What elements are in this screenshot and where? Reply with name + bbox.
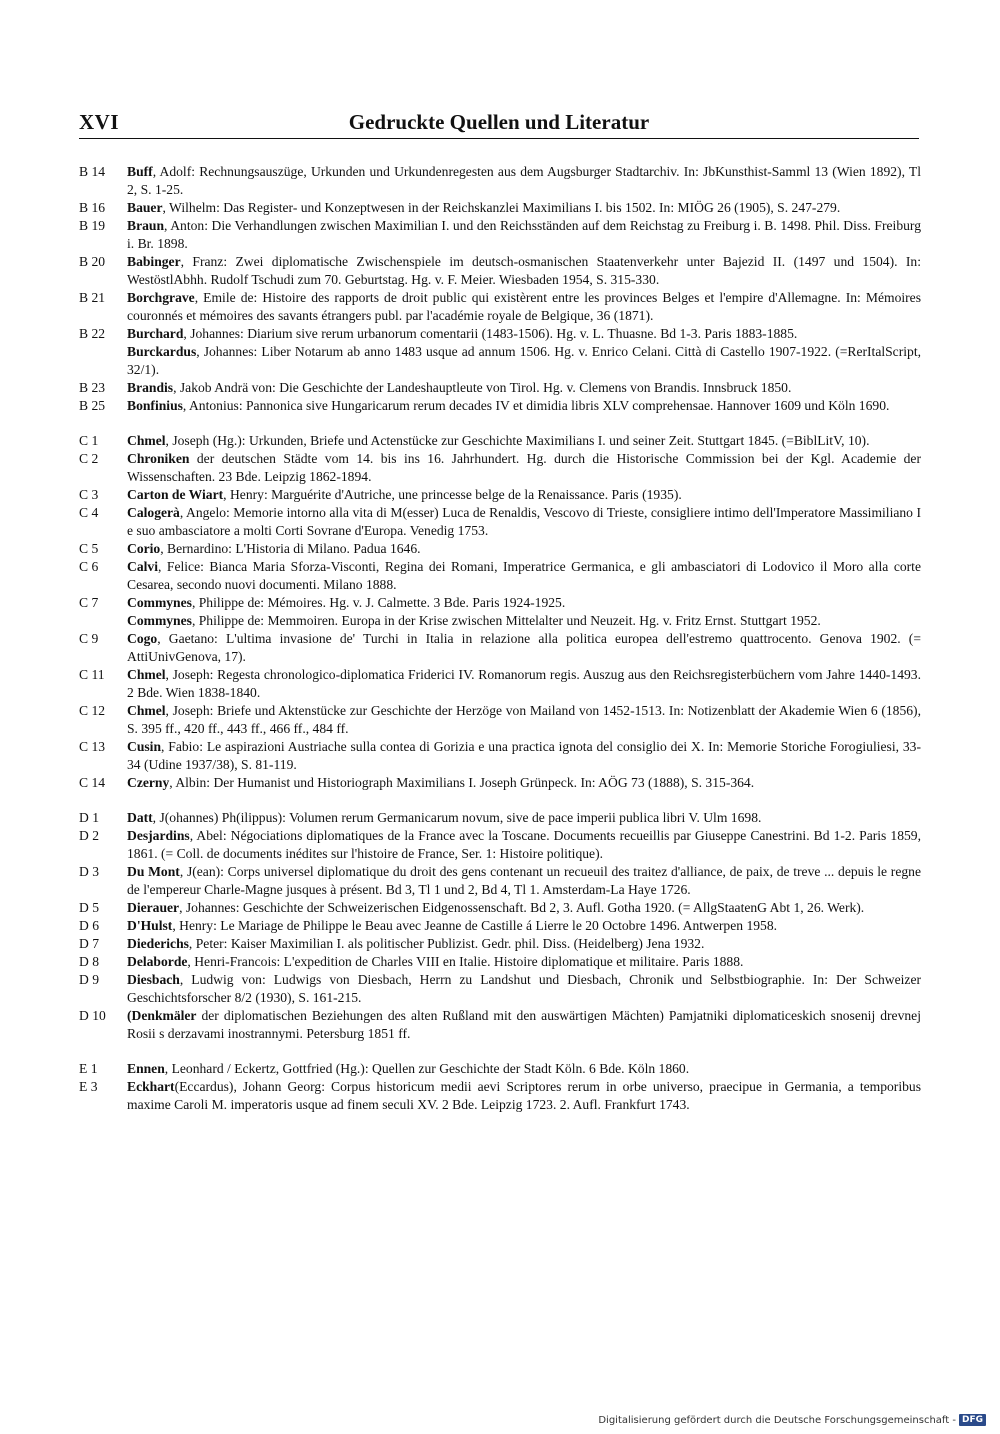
entry-citation: , Abel: Négociations diplomatiques de la France avec la Toscane. Documents recueillis par Giuseppe Canestrini. Bd 1-2. Paris 1859, 1861. (= Coll. de documents inédites sur l'histoire de France, Ser. 1: Histoire politique). [127, 828, 921, 861]
entry-author: Commynes [127, 613, 192, 628]
entry-author: Carton de Wiart [127, 487, 224, 502]
page-number: XVI [79, 110, 120, 134]
entry-text [127, 953, 921, 971]
bibliography-entry [79, 863, 921, 899]
entry-citation: , J(ean): Corps universel diplomatique du droit des gens contenant un recueuil des traitez d'alliance, de paix, de treve ... depuis le regne de l'empereur Charle-Magne jusques à présent. Bd 3, Tl 1 und 2, Bd 4, Tl 1. Amsterdam-La Haye 1726. [127, 864, 921, 897]
entry-author: (Denkmäler [127, 1008, 197, 1023]
entry-code: B 21 [79, 290, 106, 305]
entry-citation: (Eccardus), Johann Georg: Corpus historicum medii aevi Scriptores rerum in orbe universo, praecipue in Germania, a temporibus maxime Caroli M. imperatoris usque ad finem seculi XV. 2 Bde. Leipzig 1723. 2. Aufl. Frankfurt 1743. [127, 1079, 921, 1112]
bibliography-entry [79, 289, 921, 325]
entry-author: Bauer [127, 200, 163, 215]
entry-text [127, 809, 921, 827]
entry-code: C 1 [79, 433, 99, 448]
bibliography-entry [79, 809, 921, 827]
entry-citation: , Wilhelm: Das Register- und Konzeptwesen in der Reichskanzlei Maximilians I. bis 1502. In: MIÖG 26 (1905), S. 247-279. [162, 200, 841, 215]
bibliography-entry [79, 558, 921, 594]
entry-citation: , Albin: Der Humanist und Historiograph Maximilians I. Joseph Grünpeck. In: AÖG 73 (1888), S. 315-364. [169, 775, 755, 790]
entry-citation: , Leonhard / Eckertz, Gottfried (Hg.): Quellen zur Geschichte der Stadt Köln. 6 Bde. Köln 1860. [164, 1061, 690, 1076]
entry-author: Cusin [127, 739, 162, 754]
entry-citation: , Antonius: Pannonica sive Hungaricarum rerum decades IV et dimidia libris XLV comprehensae. Hannover 1609 und Köln 1690. [182, 398, 890, 413]
bibliography-list [79, 163, 921, 1114]
entry-code: B 16 [79, 200, 106, 215]
entry-text [127, 379, 921, 397]
entry-citation: , Joseph: Briefe und Aktenstücke zur Geschichte der Herzöge von Mailand von 1452-1513. In: Notizenblatt der Akademie Wien 6 (1856), S. 395 ff., 420 ff., 443 ff., 466 ff., 484 ff. [127, 703, 921, 736]
entry-code: C 6 [79, 559, 99, 574]
bibliography-entry [79, 827, 921, 863]
entry-citation: , Bernardino: L'Historia di Milano. Padua 1646. [160, 541, 421, 556]
entry-author: Chroniken [127, 451, 190, 466]
entry-citation: , Fabio: Le aspirazioni Austriache sulla contea di Gorizia e una practica ignota del consiglio dei X. In: Memorie Storiche Forogiuliesi, 33-34 (Udine 1937/38), S. 81-119. [127, 739, 921, 772]
bibliography-entry [79, 917, 921, 935]
bibliography-entry [79, 953, 921, 971]
entry-code: C 5 [79, 541, 99, 556]
entry-author: Delaborde [127, 954, 188, 969]
entry-author: Chmel [127, 667, 166, 682]
bibliography-entry [79, 397, 921, 415]
bibliography-entry [79, 253, 921, 289]
entry-citation: , Ludwig von: Ludwigs von Diesbach, Herrn zu Landshut und Diesbach, Chronik und Selbstbiographie. In: Der Schweizer Geschichtsforscher 8/2 (1930), S. 161-215. [127, 972, 921, 1005]
bibliography-entry [79, 217, 921, 253]
page-header [79, 108, 919, 139]
entry-author: Chmel [127, 433, 166, 448]
entry-author: Calogerà [127, 505, 180, 520]
entry-author: Burchard [127, 326, 184, 341]
bibliography-entry [79, 971, 921, 1007]
entry-code: D 1 [79, 810, 100, 825]
entry-text [127, 217, 921, 253]
entry-citation: , Franz: Zwei diplomatische Zwischenspiele im deutsch-osmanischen Staatenverkehr unter Bajezid II. (1497 und 1504). In: WestöstlAbhh. Rudolf Tschudi zum 70. Geburtstag. Hg. v. F. Meier. Wiesbaden 1954, S. 315-330. [127, 254, 921, 287]
entry-text [127, 594, 921, 612]
entry-author: Eckhart [127, 1079, 175, 1094]
entry-code: C 4 [79, 505, 99, 520]
entry-text [127, 1078, 921, 1114]
footer-text: Digitalisierung gefördert durch die Deutsche Forschungsgemeinschaft - [598, 1414, 956, 1426]
entry-author: Ennen [127, 1061, 165, 1076]
entry-author: Burckardus [127, 344, 197, 359]
entry-citation: , Joseph (Hg.): Urkunden, Briefe und Actenstücke zur Geschichte Maximilians I. und seiner Zeit. Stuttgart 1845. (=BiblLitV, 10). [165, 433, 870, 448]
entry-citation: , Philippe de: Memmoiren. Europa in der Krise zwischen Mittelalter und Neuzeit. Hg. v. Fritz Ernst. Stuttgart 1952. [191, 613, 821, 628]
bibliography-entry [79, 1007, 921, 1043]
entry-author: Diesbach [127, 972, 180, 987]
entry-author: Du Mont [127, 864, 180, 879]
entry-code: C 2 [79, 451, 99, 466]
entry-citation: , Joseph: Regesta chronologico-diplomatica Friderici IV. Romanorum regis. Auszug aus den Reichsregisterbüchern vom Jahre 1440-1493. 2 Bde. Wien 1838-1840. [127, 667, 921, 700]
bibliography-entry [79, 504, 921, 540]
entry-text [127, 863, 921, 899]
entry-author: Diederichs [127, 936, 189, 951]
bibliography-entry [79, 774, 921, 792]
entry-text [127, 289, 921, 325]
entry-text [127, 199, 921, 217]
footer [598, 1414, 986, 1426]
entry-text [127, 397, 921, 415]
entry-citation: , Anton: Die Verhandlungen zwischen Maximilian I. und den Reichsständen auf dem Reichstag zu Freiburg i. B. 1498. Phil. Diss. Freiburg i. Br. 1898. [127, 218, 921, 251]
entry-author: Braun [127, 218, 165, 233]
entry-code: C 12 [79, 703, 106, 718]
bibliography-entry [79, 630, 921, 666]
entry-text [127, 738, 921, 774]
entry-author: Corio [127, 541, 161, 556]
entry-text [127, 450, 921, 486]
entry-code: C 13 [79, 739, 106, 754]
entry-author: Bonfinius [127, 398, 183, 413]
entry-text [127, 558, 921, 594]
bibliography-entry [79, 1078, 921, 1114]
entry-author: Desjardins [127, 828, 190, 843]
entry-citation: der diplomatischen Beziehungen des alten Rußland mit den auswärtigen Mächten) Pamjatniki diplomaticeskich snosenij drevnej Rosii s derzavami inostrannymi. Petersburg 1851 ff. [127, 1008, 921, 1041]
entry-code: D 8 [79, 954, 100, 969]
entry-code: B 14 [79, 164, 106, 179]
entry-author: Commynes [127, 595, 192, 610]
bibliography-entry [79, 379, 921, 397]
running-title: Gedruckte Quellen und Literatur [348, 110, 650, 134]
entry-code: B 22 [79, 326, 106, 341]
entry-citation: , Angelo: Memorie intorno alla vita di M(esser) Luca de Renaldis, Vescovo di Trieste, consigliere intimo dell'Imperatore Massimiliano I e suo ambasciatore a molti Corti Sovrane d'Europa. Venedig 1753. [127, 505, 921, 538]
dfg-logo: DFG [959, 1414, 986, 1426]
entry-text [127, 935, 921, 953]
entry-author: Babinger [127, 254, 181, 269]
bibliography-entry [79, 432, 921, 450]
entry-text [127, 899, 921, 917]
entry-text [127, 486, 921, 504]
entry-code: D 7 [79, 936, 100, 951]
entry-author: Borchgrave [127, 290, 195, 305]
entry-text [127, 666, 921, 702]
bibliography-entry [79, 702, 921, 738]
entry-code: C 3 [79, 487, 99, 502]
bibliography-subentry [127, 612, 921, 630]
entry-code: D 9 [79, 972, 100, 987]
entry-text [127, 827, 921, 863]
entry-code: D 6 [79, 918, 100, 933]
entry-text [127, 774, 921, 792]
entry-code: E 3 [79, 1079, 98, 1094]
entry-citation: , Johannes: Diarium sive rerum urbanorum comentarii (1483-1506). Hg. v. L. Thuasne. Bd 1-3. Paris 1883-1885. [183, 326, 798, 341]
entry-text [127, 163, 921, 199]
entry-citation: , Johannes: Liber Notarum ab anno 1483 usque ad annum 1506. Hg. v. Enrico Celani. Città di Castello 1907-1922. (=RerItalScript, 32/1). [127, 344, 921, 377]
bibliography-entry [79, 540, 921, 558]
entry-code: D 3 [79, 864, 100, 879]
entry-text [127, 253, 921, 289]
entry-author: Datt [127, 810, 153, 825]
entry-code: B 23 [79, 380, 106, 395]
entry-author: Dierauer [127, 900, 180, 915]
entry-code: E 1 [79, 1061, 98, 1076]
entry-citation: , Philippe de: Mémoires. Hg. v. J. Calmette. 3 Bde. Paris 1924-1925. [191, 595, 566, 610]
entry-code: D 2 [79, 828, 100, 843]
bibliography-entry [79, 594, 921, 612]
bibliography-entry [79, 163, 921, 199]
entry-text [127, 1060, 921, 1078]
entry-author: Brandis [127, 380, 174, 395]
entry-author: Calvi [127, 559, 158, 574]
entry-citation: , Henri-Francois: L'expedition de Charles VIII en Italie. Histoire diplomatique et militaire. Paris 1888. [187, 954, 744, 969]
entry-citation: , Jakob Andrä von: Die Geschichte der Landeshauptleute von Tirol. Hg. v. Clemens von Brandis. Innsbruck 1850. [173, 380, 792, 395]
entry-code: D 5 [79, 900, 100, 915]
entry-citation: , Peter: Kaiser Maximilian I. als politischer Publizist. Gedr. phil. Diss. (Heidelberg) Jena 1932. [188, 936, 705, 951]
entry-code: B 20 [79, 254, 106, 269]
bibliography-entry [79, 199, 921, 217]
entry-citation: der deutschen Städte vom 14. bis ins 16. Jahrhundert. Hg. durch die Historische Commission bei der Kgl. Academie der Wissenschaften. 23 Bde. Leipzig 1862-1894. [127, 451, 921, 484]
bibliography-entry [79, 935, 921, 953]
entry-text [127, 540, 921, 558]
entry-citation: , Emile de: Histoire des rapports de droit public qui existèrent entre les provinces Belges et l'empire d'Allemagne. In: Mémoires couronnés et mémoires des savants étrangers publ. par l'académie royale de Belgique, 36 (1871). [127, 290, 921, 323]
entry-code: B 25 [79, 398, 106, 413]
entry-text [127, 325, 921, 343]
entry-citation: , Henry: Marguérite d'Autriche, une princesse belge de la Renaissance. Paris (1935). [223, 487, 682, 502]
entry-code: C 14 [79, 775, 106, 790]
group-separator [79, 792, 921, 809]
entry-code: C 9 [79, 631, 99, 646]
entry-author: Buff [127, 164, 153, 179]
entry-text [127, 971, 921, 1007]
entry-text [127, 630, 921, 666]
entry-code: B 19 [79, 218, 106, 233]
entry-author: D'Hulst [127, 918, 173, 933]
entry-code: C 11 [79, 667, 105, 682]
entry-text [127, 702, 921, 738]
bibliography-entry [79, 738, 921, 774]
bibliography-entry [79, 486, 921, 504]
entry-author: Czerny [127, 775, 170, 790]
entry-citation: , Johannes: Geschichte der Schweizerischen Eidgenossenschaft. Bd 2, 3. Aufl. Gotha 1920. (= AllgStaatenG Abt 1, 26. Werk). [179, 900, 865, 915]
entry-author: Cogo [127, 631, 158, 646]
entry-citation: , Henry: Le Mariage de Philippe le Beau avec Jeanne de Castille á Lierre le 20 Octobre 1496. Antwerpen 1958. [172, 918, 778, 933]
entry-text [127, 1007, 921, 1043]
entry-author: Chmel [127, 703, 166, 718]
entry-code: D 10 [79, 1008, 106, 1023]
bibliography-entry [79, 1060, 921, 1078]
bibliography-entry [79, 450, 921, 486]
entry-citation: , Gaetano: L'ultima invasione de' Turchi in Italia in relazione alla politica europea dell'estremo quattrocento. Genova 1902. (= AttiUnivGenova, 17). [127, 631, 921, 664]
group-separator [79, 415, 921, 432]
entry-citation: , Adolf: Rechnungsauszüge, Urkunden und Urkundenregesten aus dem Augsburger Stadtarchiv. In: JbKunsthist-Samml 13 (Wien 1892), Tl 2, S. 1-25. [127, 164, 921, 197]
bibliography-entry [79, 899, 921, 917]
entry-text [127, 432, 921, 450]
entry-citation: , J(ohannes) Ph(ilippus): Volumen rerum Germanicarum novum, sive de pace imperii publica libri V. Ulm 1698. [152, 810, 762, 825]
bibliography-entry [79, 666, 921, 702]
group-separator [79, 1043, 921, 1060]
entry-code: C 7 [79, 595, 99, 610]
bibliography-entry [79, 325, 921, 343]
entry-text [127, 504, 921, 540]
bibliography-subentry [127, 343, 921, 379]
entry-citation: , Felice: Bianca Maria Sforza-Visconti, Regina dei Romani, Imperatrice Germanica, e gli ambasciatori di Lodovico il Moro alla corte Cesarea, secondo nuovi documenti. Milano 1888. [127, 559, 921, 592]
entry-text [127, 917, 921, 935]
